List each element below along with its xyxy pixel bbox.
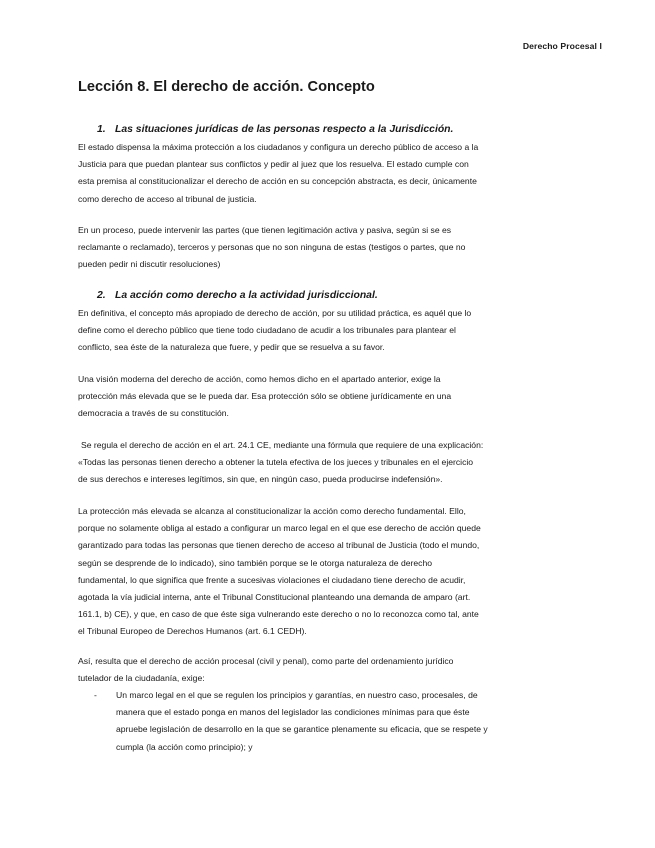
paragraph-line: En un proceso, puede intervenir las partes (que tienen legitimación activa y pasiva, según si se es (78, 225, 452, 235)
paragraph-line: el Tribunal Europeo de Derechos Humanos (art. 6.1 CEDH). (78, 626, 307, 637)
paragraph-line: según se desprende de lo indicado), sino también porque se le otorga naturaleza de derecho (78, 557, 433, 568)
paragraph-line: porque no solamente obliga al estado a configurar un marco legal en el que ese derecho de acción quede (78, 523, 481, 534)
paragraph-line: protección más elevada que se le pueda dar. Esa protección sólo se obtiene jurídicamente en una (78, 391, 452, 402)
list-item-line: Un marco legal en el que se regulen los principios y garantías, en nuestro caso, procesales, de (116, 690, 478, 700)
paragraph-line: tutelador de la ciudadanía, exige: (78, 673, 205, 684)
paragraph (78, 305, 588, 357)
paragraph (78, 437, 588, 489)
section-heading-1 (97, 124, 453, 135)
list-item-line: cumpla (la acción como principio); y (116, 741, 253, 752)
section-title: Las situaciones jurídicas de las personas respecto a la Jurisdicción. (115, 124, 454, 135)
paragraph-line: Una visión moderna del derecho de acción, como hemos dicho en el apartado anterior, exige la (78, 374, 441, 384)
running-header: Derecho Procesal I (522, 41, 602, 51)
paragraph-line: reclamante o reclamado), terceros y personas que no son ninguna de estas (testigos o partes, que no (78, 242, 466, 253)
paragraph-line: de sus derechos e intereses legítimos, sin que, en ningún caso, pueda producirse indefensión». (78, 474, 443, 485)
paragraph-line: conflicto, sea éste de la naturaleza que fuere, y pedir que se resuelva a su favor. (78, 342, 385, 353)
paragraph-line: Así, resulta que el derecho de acción procesal (civil y penal), como parte del ordenamiento jurídico (78, 656, 454, 666)
section-title: La acción como derecho a la actividad jurisdiccional. (115, 290, 378, 301)
section-heading-2 (97, 290, 378, 301)
section-number: 1. (97, 124, 106, 135)
paragraph-line: pueden pedir ni discutir resoluciones) (78, 259, 221, 270)
paragraph-line: En definitiva, el concepto más apropiado de derecho de acción, por su utilidad práctica, es aquél que lo (78, 308, 472, 318)
paragraph (78, 371, 588, 423)
section-number: 2. (97, 290, 106, 301)
list-item-line: apruebe legislación de desarrollo en la que se garantice plenamente su eficacia, que se respete y (116, 724, 488, 735)
paragraph (78, 139, 588, 208)
paragraph-line: Se regula el derecho de acción en el art. 24.1 CE, mediante una fórmula que requiere de una explicación: (81, 440, 484, 450)
lesson-title: Lección 8. El derecho de acción. Concepto (78, 79, 375, 95)
list-item (78, 687, 598, 756)
paragraph-line: democracia a través de su constitución. (78, 408, 229, 419)
paragraph-line: agotada la vía judicial interna, ante el Tribunal Constitucional planteando una demanda de amparo (art. (78, 592, 471, 603)
paragraph (78, 653, 588, 687)
paragraph-line: 161.1, b) CE), y que, en caso de que éste siga vulnerando este derecho o no lo reconozca como tal, ante (78, 609, 479, 620)
paragraph-line: La protección más elevada se alcanza al constitucionalizar la acción como derecho fundamental. Ello, (78, 506, 466, 516)
paragraph-line: «Todas las personas tienen derecho a obtener la tutela efectiva de los jueces y tribunales en el ejercicio (78, 457, 474, 468)
paragraph-line: El estado dispensa la máxima protección a los ciudadanos y configura un derecho público de acceso a la (78, 142, 479, 152)
paragraph-line: garantizado para todas las personas que tienen derecho de acceso al tribunal de Justicia (todo el mundo, (78, 540, 480, 551)
paragraph (78, 503, 588, 641)
paragraph-line: Justicia para que puedan plantear sus conflictos y pedir al juez que los resuelva. El estado cumple con (78, 159, 469, 170)
paragraph-line: fundamental, lo que significa que frente a sucesivas violaciones el ciudadano tiene derecho de acudir, (78, 574, 466, 585)
paragraph-line: como derecho de acceso al tribunal de justicia. (78, 193, 257, 204)
paragraph-line: esta premisa al constitucionalizar el derecho de acción en su concepción abstracta, es decir, únicamente (78, 176, 477, 187)
paragraph (78, 222, 588, 274)
paragraph-line: define como el derecho público que tiene todo ciudadano de acudir a los tribunales para plantear el (78, 325, 456, 336)
bullet-list (78, 687, 598, 756)
dash-bullet: - (94, 690, 97, 700)
list-item-line: manera que el estado ponga en manos del legislador las condiciones mínimas para que éste (116, 707, 470, 718)
